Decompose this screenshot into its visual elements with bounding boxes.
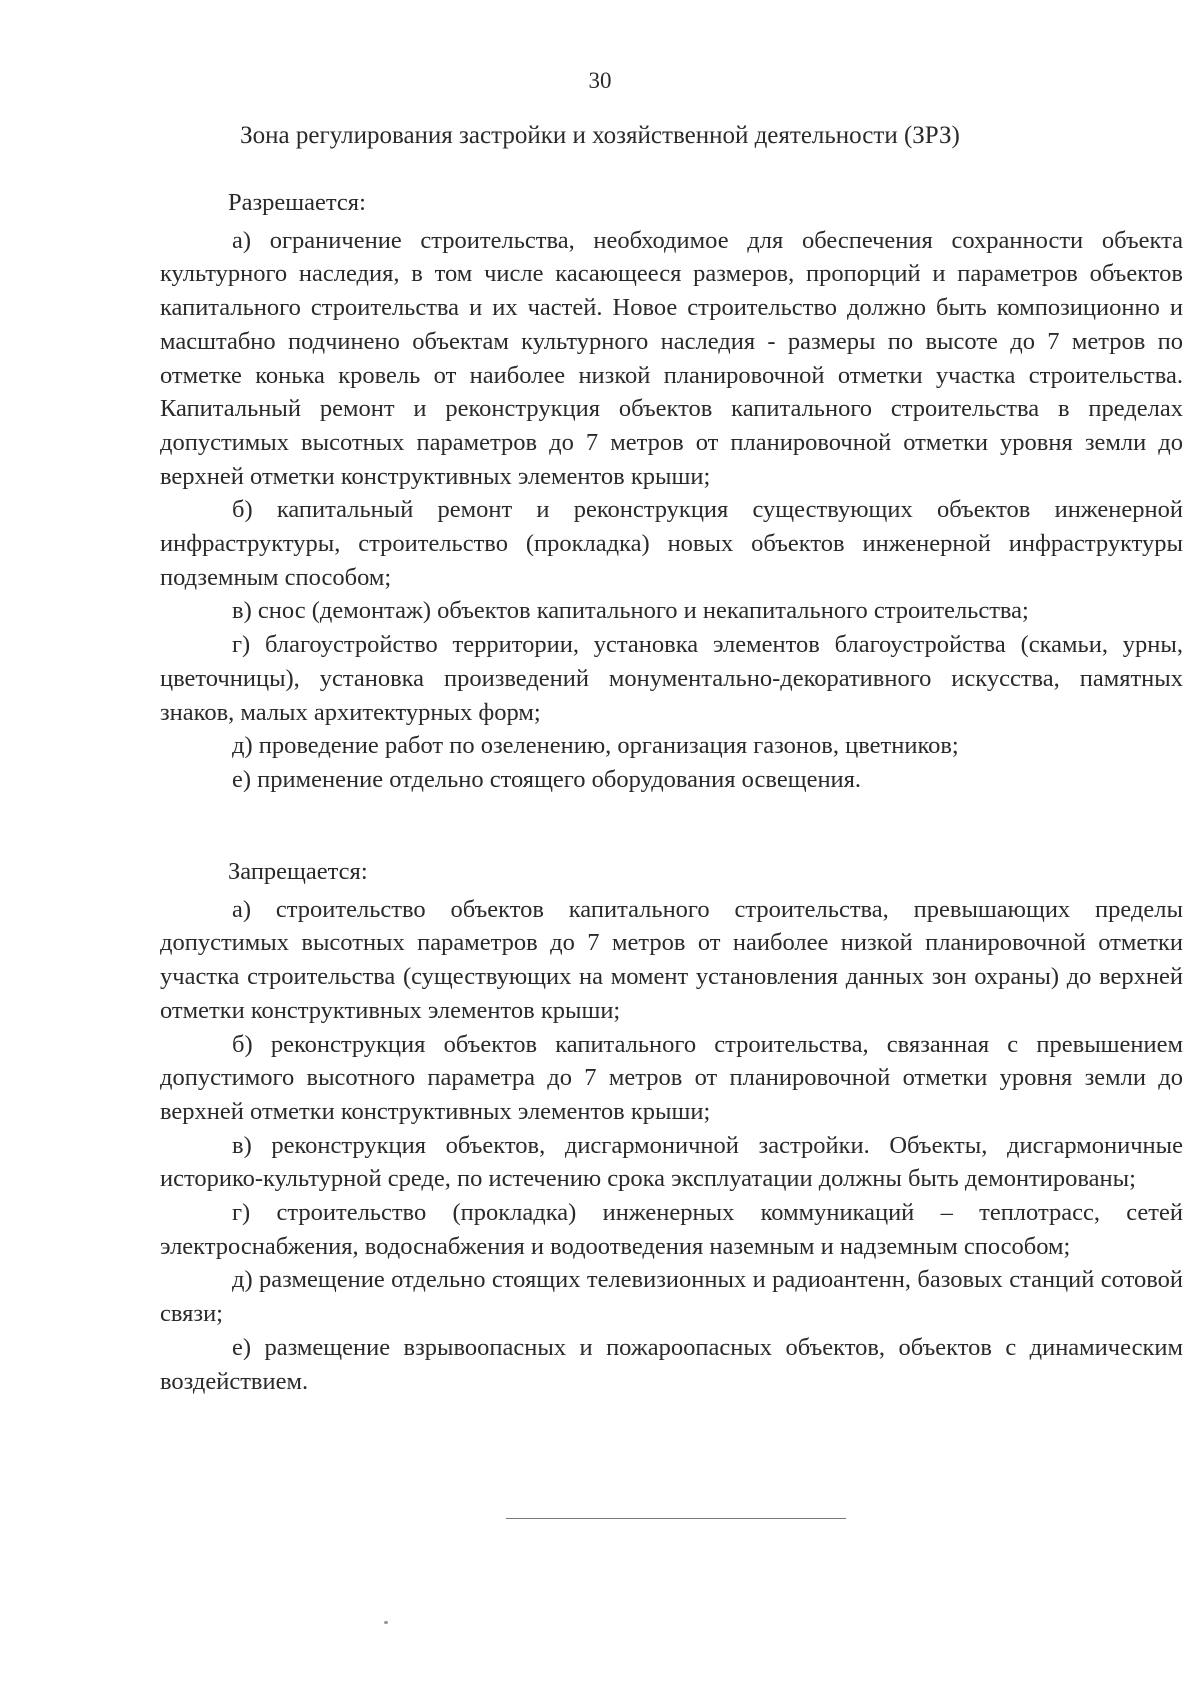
forbidden-item-g: г) строительство (прокладка) инженерных коммуникаций – теплотрасс, сетей электроснабжения, водоснабжения и водоотведения наземным и надземным способом;	[160, 1199, 1183, 1260]
forbidden-item-e: е) размещение взрывоопасных и пожароопасных объектов, объектов с динамическим воздействием.	[160, 1333, 1183, 1395]
forbidden-item-v: в) реконструкция объектов, дисгармоничной застройки. Объекты, дисгармоничные историко-культурной среде, по истечению срока эксплуатации должны быть демонтированы;	[160, 1131, 1183, 1193]
allowed-item-a: а) ограничение строительства, необходимое для обеспечения сохранности объекта культурного наследия, в том числе касающееся размеров, пропорций и параметров объектов капитального строительства и их частей. Новое строительство должно быть композиционно и масштабно подчинено объектам культурного наследия - размеры по высоте до 7 метров по отметке конька кровель от наиболее низкой планировочной отметки участка строительства. Капитальный ремонт и реконструкция объектов капитального строительства в пределах допустимых высотных параметров до 7 метров от планировочной отметки уровня земли до верхней отметки конструктивных элементов крыши;	[160, 226, 1183, 490]
allowed-section	[160, 186, 1183, 797]
forbidden-item-b: б) реконструкция объектов капитального строительства, связанная с превышением допустимого высотного параметра до 7 метров от планировочной отметки уровня земли до верхней отметки конструктивных элементов крыши;	[160, 1030, 1183, 1125]
forbidden-heading: Запрещается:	[228, 858, 368, 885]
forbidden-item-d: д) размещение отдельно стоящих телевизионных и радиоантенн, базовых станций сотовой связи;	[160, 1266, 1183, 1328]
scan-speck	[384, 1621, 388, 1624]
allowed-item-e: е) применение отдельно стоящего оборудования освещения.	[232, 765, 862, 793]
allowed-heading: Разрешается:	[228, 189, 366, 216]
forbidden-item-a: а) строительство объектов капитального строительства, превышающих пределы допустимых высотных параметров до 7 метров от наиболее низкой планировочной отметки участка строительства (существующих на момент установления данных зон охраны) до верхней отметки конструктивных элементов крыши;	[160, 895, 1183, 1024]
forbidden-section	[160, 855, 1183, 1398]
allowed-item-v: в) снос (демонтаж) объектов капитального и некапитального строительства;	[232, 597, 1029, 625]
allowed-item-g: г) благоустройство территории, установка элементов благоустройства (скамьи, урны, цветочницы), установка произведений монументально-декоративного искусства, памятных знаков, малых архитектурных форм;	[160, 631, 1183, 726]
page-number: 30	[588, 68, 612, 93]
allowed-item-b: б) капитальный ремонт и реконструкция существующих объектов инженерной инфраструктуры, строительство (прокладка) новых объектов инженерной инфраструктуры подземным способом;	[160, 496, 1183, 591]
document-title: Зона регулирования застройки и хозяйственной деятельности (ЗРЗ)	[240, 122, 960, 149]
allowed-item-d: д) проведение работ по озеленению, организация газонов, цветников;	[232, 732, 959, 760]
end-divider-line	[506, 1518, 846, 1519]
